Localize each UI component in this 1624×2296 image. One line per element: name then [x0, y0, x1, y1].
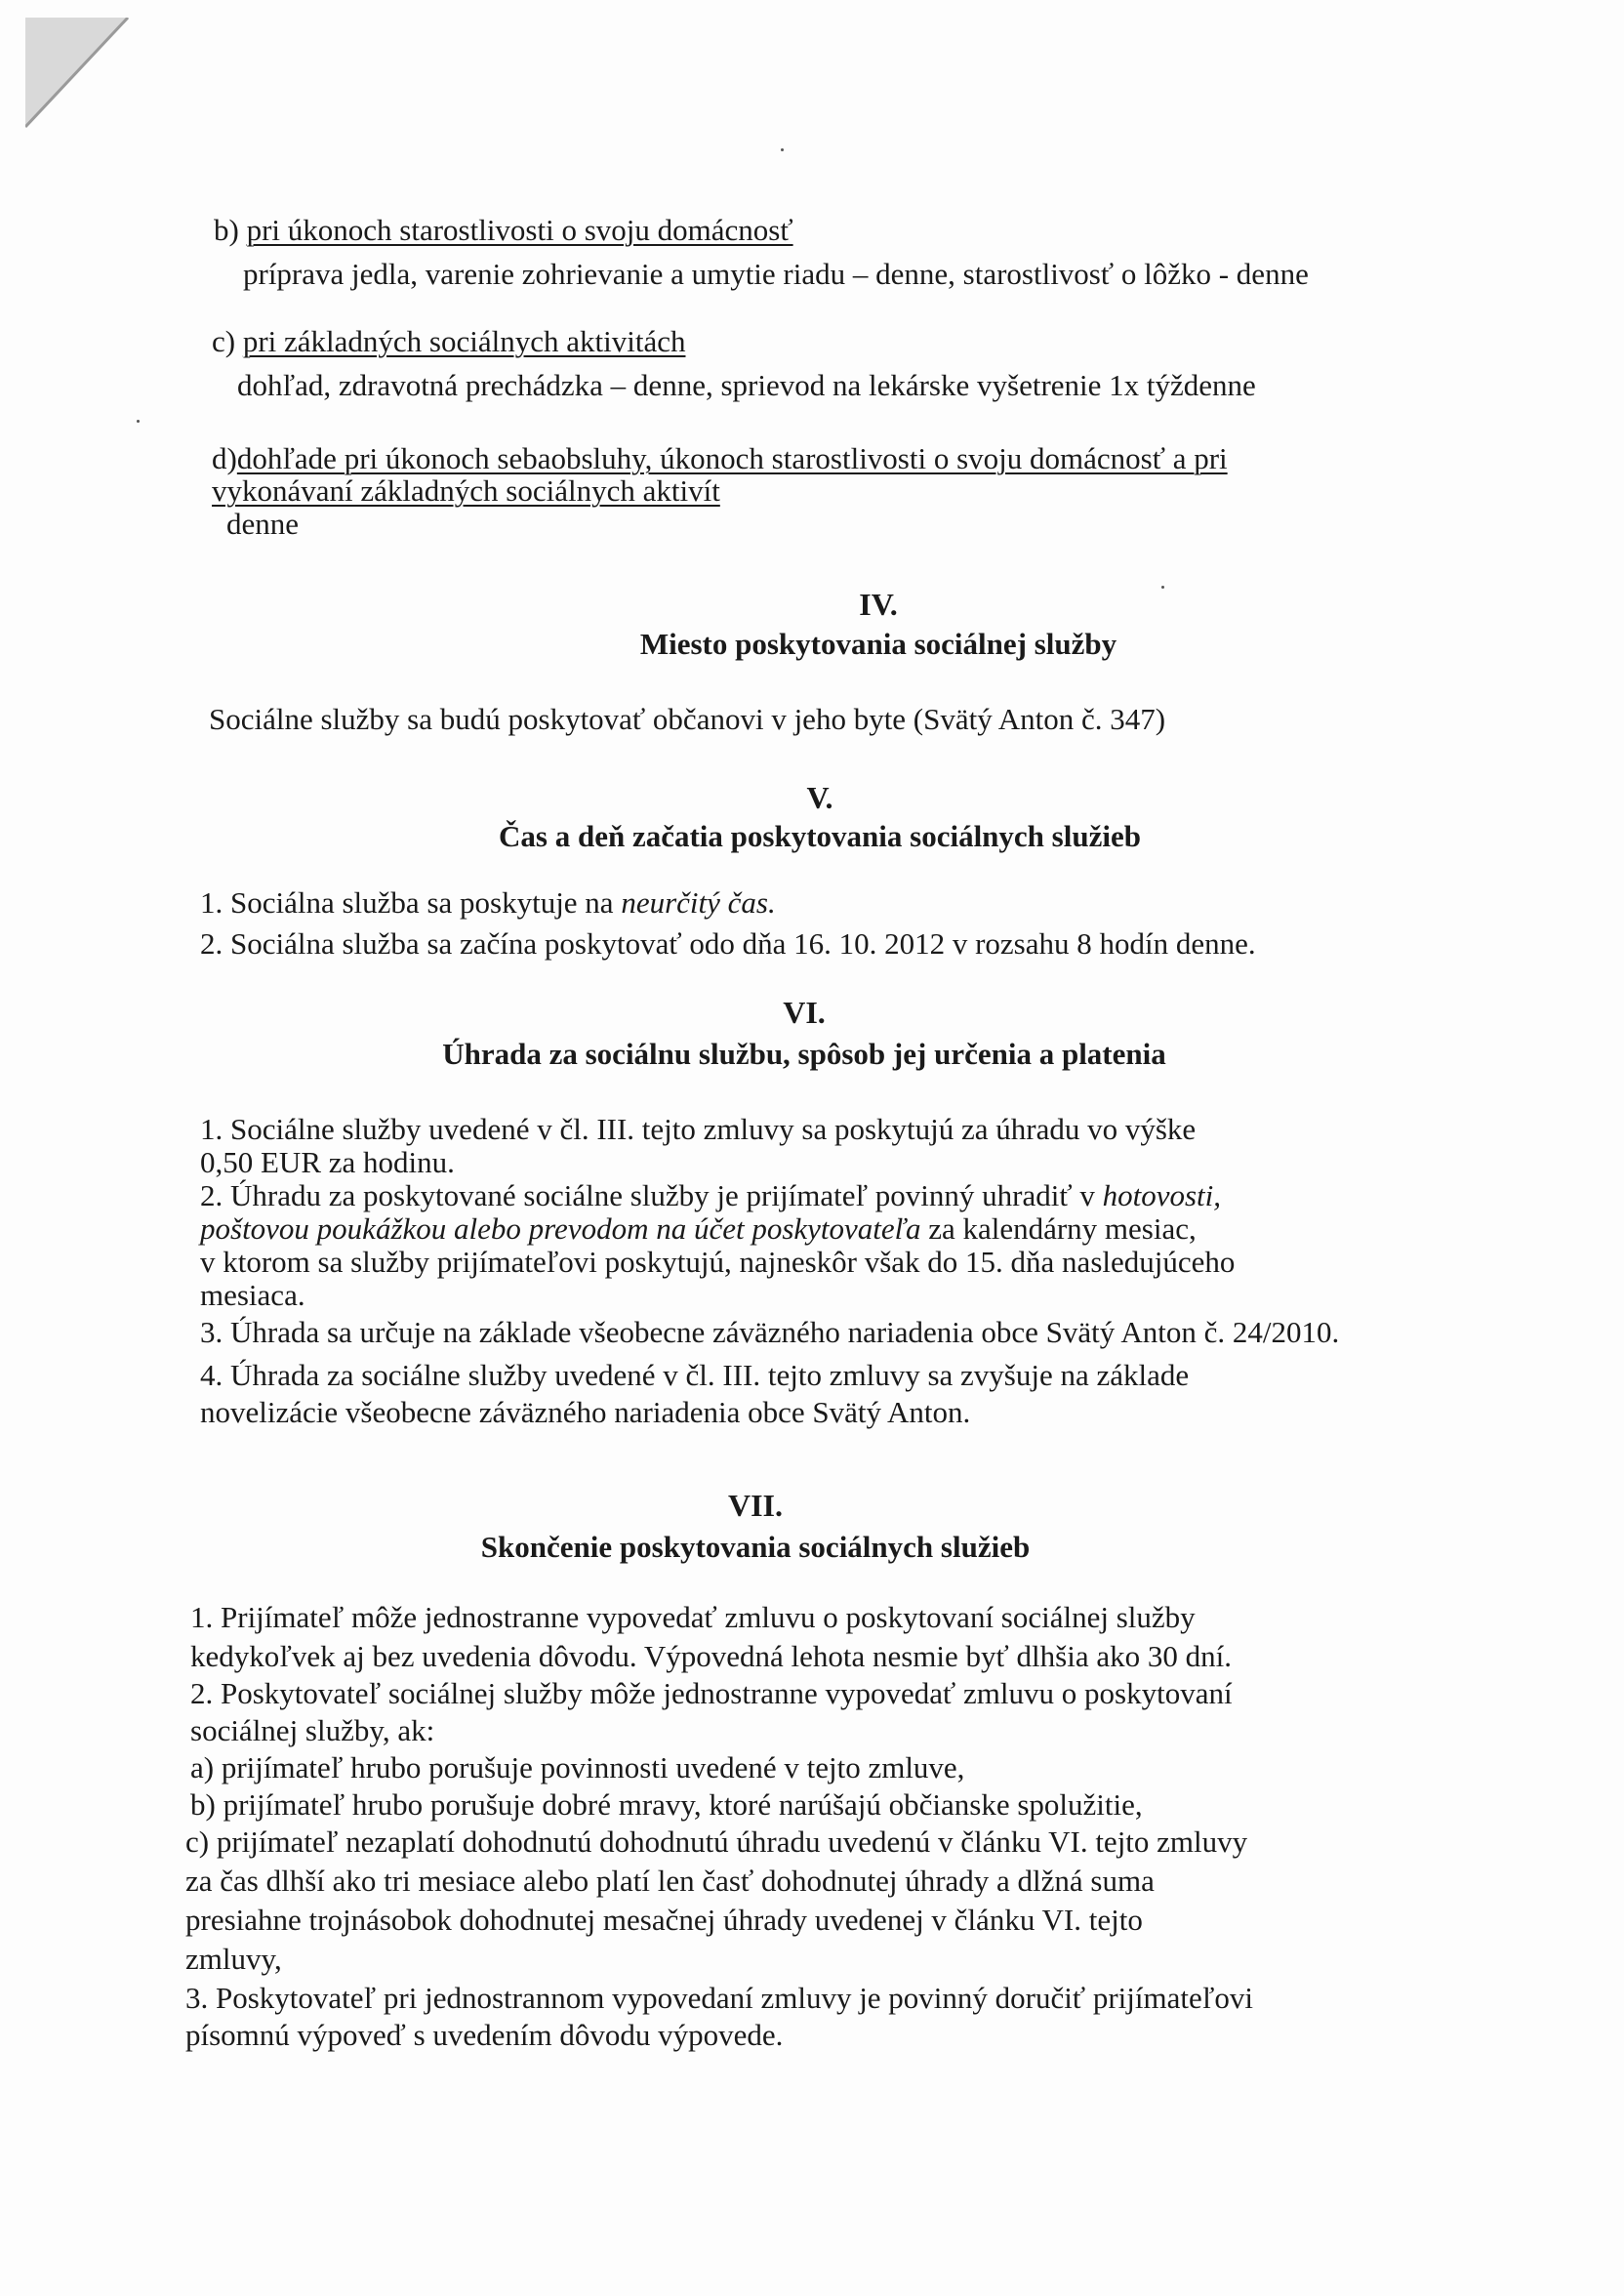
section-vii-title: Skončenie poskytovania sociálnych služieb — [480, 1530, 1031, 1564]
section-vi-item-2-text: 2. Úhradu za poskytované sociálne služby je prijímateľ povinný uhradiť v — [200, 1178, 1103, 1212]
section-vii-line: a) prijímateľ hrubo porušuje povinnosti uvedené v tejto zmluve, — [190, 1750, 965, 1784]
item-c-detail: dohľad, zdravotná prechádzka – denne, sprievod na lekárske vyšetrenie 1x týždenne — [237, 368, 1256, 402]
section-v-title: Čas a deň začatia poskytovania sociálnych služieb — [499, 819, 1141, 853]
section-v-numeral: V. — [806, 780, 833, 815]
section-vi-item-2-line2 — [200, 1212, 1197, 1246]
section-vii-line: kedykoľvek aj bez uvedenia dôvodu. Výpovedná lehota nesmie byť dlhšia ako 30 dní. — [190, 1639, 1232, 1673]
section-vii-line: c) prijímateľ nezaplatí dohodnutú dohodnutú úhradu uvedenú v článku VI. tejto zmluvy — [185, 1824, 1248, 1859]
section-vii-line: písomnú výpoveď s uvedením dôvodu výpovede. — [185, 2018, 784, 2052]
section-vi-item-1-line2: 0,50 EUR za hodinu. — [200, 1145, 455, 1179]
item-d-detail: denne — [226, 507, 300, 541]
section-vii-line: za čas dlhší ako tri mesiace alebo platí len časť dohodnutej úhrady a dlžná suma — [185, 1864, 1155, 1898]
section-vii-line: 3. Poskytovateľ pri jednostrannom vypovedaní zmluvy je povinný doručiť prijímateľovi — [185, 1981, 1253, 2015]
section-vi-title: Úhrada za sociálnu službu, spôsob jej určenia a platenia — [442, 1037, 1166, 1071]
section-vi-item-2-suffix: za kalendárny mesiac, — [920, 1211, 1197, 1246]
section-vii-line: b) prijímateľ hrubo porušuje dobré mravy, ktoré narúšajú občianske spolužitie, — [190, 1787, 1143, 1822]
item-d-heading-line1 — [212, 442, 1228, 475]
item-d-label: d) — [212, 441, 237, 475]
section-v-item-2: 2. Sociálna služba sa začína poskytovať odo dňa 16. 10. 2012 v rozsahu 8 hodín denne. — [200, 926, 1256, 961]
section-vi-item-2-line3: v ktorom sa služby prijímateľovi poskytujú, najneskôr však do 15. dňa nasledujúceho — [200, 1245, 1236, 1279]
section-vii-line: 1. Prijímateľ môže jednostranne vypovedať zmluvu o poskytovaní sociálnej služby — [190, 1600, 1196, 1634]
item-b-heading: pri úkonoch starostlivosti o svoju domácnosť — [246, 213, 793, 247]
section-vii-line: presiahne trojnásobok dohodnutej mesačnej úhrady uvedenej v článku VI. tejto — [185, 1903, 1143, 1937]
section-vi-item-2-line4: mesiaca. — [200, 1278, 305, 1312]
section-iv-numeral: IV. — [859, 587, 898, 622]
section-vii-line: 2. Poskytovateľ sociálnej služby môže jednostranne vypovedať zmluvu o poskytovaní — [190, 1676, 1233, 1710]
scan-speck — [781, 148, 784, 151]
item-b-detail: príprava jedla, varenie zohrievanie a umytie riadu – denne, starostlivosť o lôžko - denne — [243, 257, 1309, 291]
item-c-heading: pri základných sociálnych aktivitách — [242, 324, 686, 358]
section-vi-item-4-line2: novelizácie všeobecne záväzného nariadenia obce Svätý Anton. — [200, 1395, 971, 1429]
section-iv-body: Sociálne služby sa budú poskytovať občanovi v jeho byte (Svätý Anton č. 347) — [209, 702, 1166, 736]
section-vi-numeral: VI. — [783, 995, 826, 1030]
section-vii-numeral: VII. — [727, 1488, 783, 1523]
section-v-item-1-text: 1. Sociálna služba sa poskytuje na — [200, 885, 622, 920]
item-b-heading-line — [214, 214, 793, 247]
item-d-heading-line2: vykonávaní základných sociálnych aktivít — [212, 473, 720, 508]
section-vi-item-3: 3. Úhrada sa určuje na základe všeobecne záväzného nariadenia obce Svätý Anton č. 24/2010. — [200, 1315, 1340, 1349]
section-v-item-1-italic: neurčitý čas. — [621, 885, 776, 920]
section-vi-item-2-payment-methods: poštovou poukážkou alebo prevodom na účet poskytovateľa — [200, 1211, 921, 1246]
section-vi-item-4-line1: 4. Úhrada za sociálne služby uvedené v čl. III. tejto zmluvy sa zvyšuje na základe — [200, 1358, 1190, 1392]
section-vii-line: zmluvy, — [185, 1942, 282, 1976]
folded-corner-mark — [25, 18, 133, 130]
scan-speck — [137, 420, 140, 423]
item-c-heading-line — [212, 325, 685, 358]
section-vi-item-1-line1: 1. Sociálne služby uvedené v čl. III. tejto zmluvy sa poskytujú za úhradu vo výške — [200, 1112, 1197, 1146]
item-b-label: b) — [214, 213, 239, 247]
section-vi-item-2-line1 — [200, 1179, 1221, 1212]
section-v-item-1 — [200, 886, 776, 920]
section-iv-title: Miesto poskytovania sociálnej služby — [639, 627, 1117, 661]
item-d-heading-part1: dohľade pri úkonoch sebaobsluhy, úkonoch starostlivosti o svoju domácnosť a pri — [236, 441, 1228, 475]
section-vi-item-2-italic: hotovosti, — [1102, 1178, 1222, 1212]
item-c-label: c) — [212, 324, 236, 358]
section-vii-line: sociálnej služby, ak: — [190, 1713, 435, 1747]
